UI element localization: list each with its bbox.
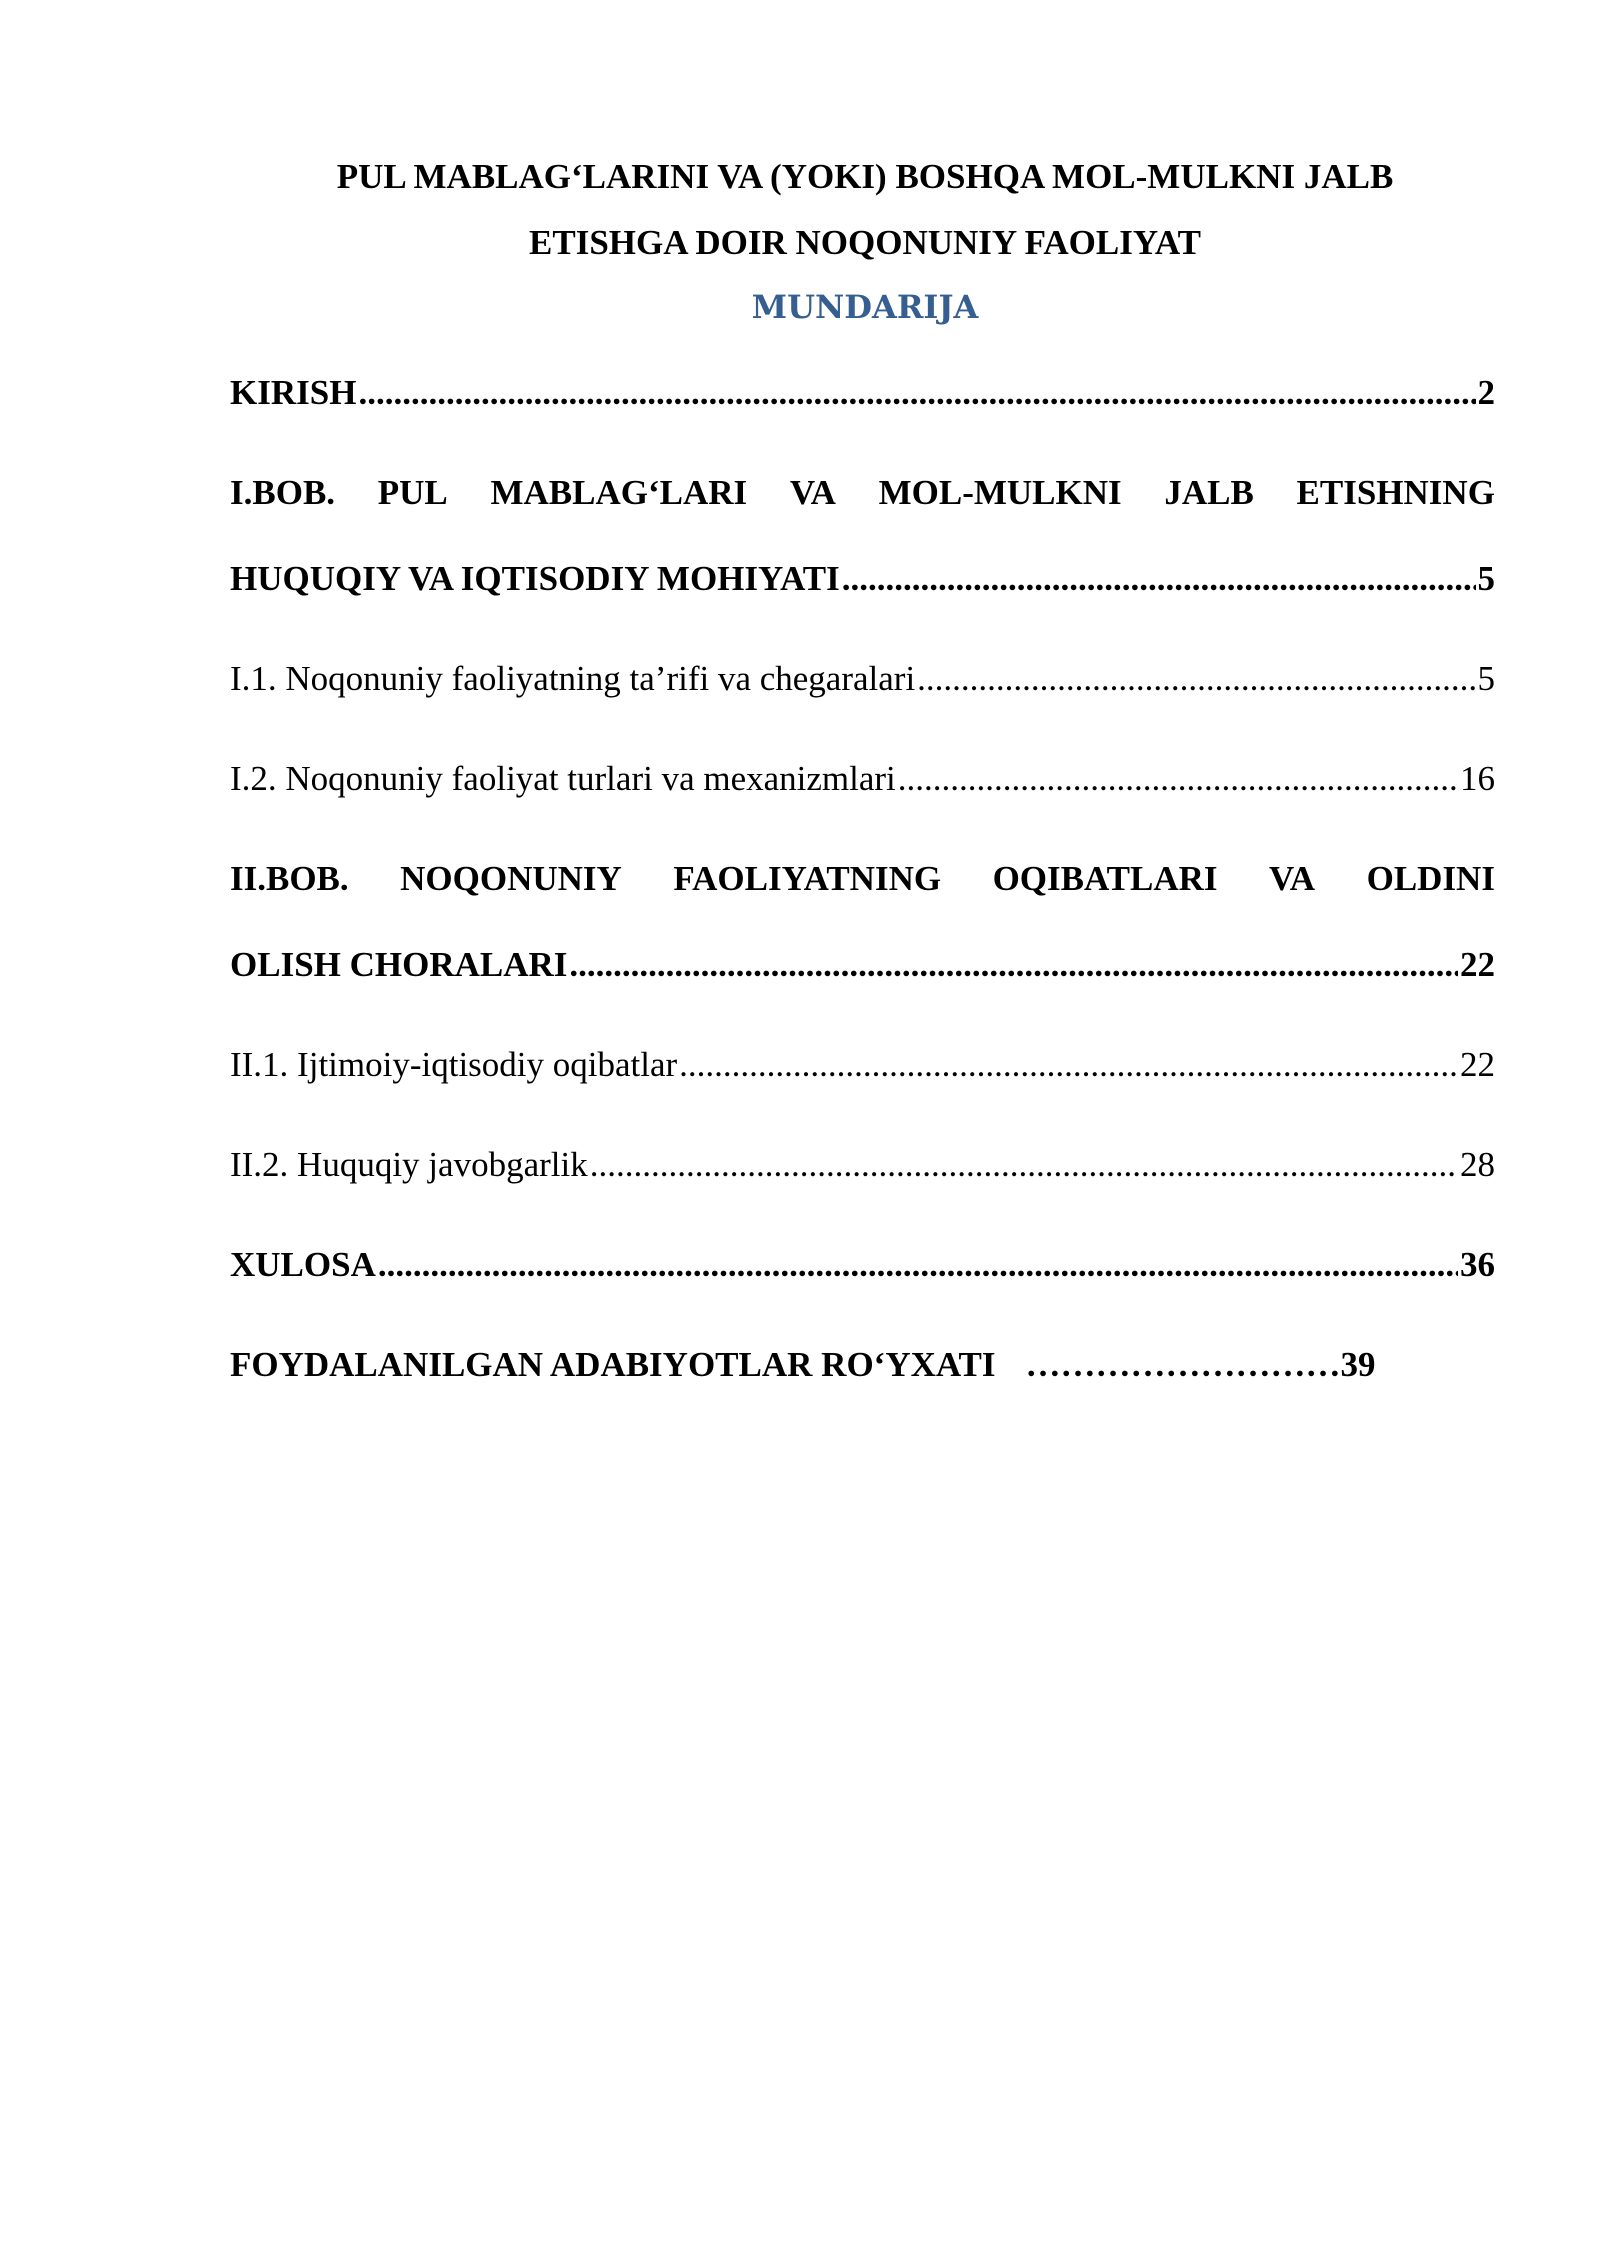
toc-entry-bob2-line2 <box>230 935 1495 995</box>
dot-leader <box>590 1135 1458 1195</box>
toc-entry-bob1-line2 <box>230 549 1495 609</box>
toc-entry-kirish <box>230 363 1495 423</box>
toc-word: FAOLIYATNING <box>673 859 942 898</box>
toc-heading: MUNDARIJA <box>751 288 979 326</box>
toc-word: VA <box>1269 859 1316 898</box>
toc-entry-section-2-2 <box>230 1135 1495 1195</box>
toc-entry-text: II.1. Ijtimoiy-iqtisodiy oqibatlar <box>230 1045 678 1084</box>
toc-page-number: 28 <box>1460 1145 1495 1184</box>
toc-word: II.BOB. <box>230 859 349 898</box>
toc-word: I.BOB. <box>230 473 336 512</box>
document-title-line-1: PUL MABLAG‘LARINI VA (YOKI) BOSHQA MOL-MULKNI JALB <box>336 157 1394 196</box>
toc-page-number: 22 <box>1460 1045 1495 1084</box>
dot-leader <box>917 649 1475 709</box>
toc-word: NOQONUNIY <box>400 859 622 898</box>
toc-word: OLDINI <box>1366 859 1495 898</box>
toc-page-number: 16 <box>1460 759 1495 798</box>
toc-page-number: 36 <box>1460 1245 1495 1284</box>
dot-leader <box>842 549 1476 609</box>
toc-entry-text: KIRISH <box>230 373 357 412</box>
toc-entry-section-1-1 <box>230 649 1495 709</box>
toc-entry-text: II.2. Huquqiy javobgarlik <box>230 1145 588 1184</box>
toc-entry-text: OLISH CHORALARI <box>230 945 568 984</box>
toc-entry-text: I.1. Noqonuniy faoliyatning ta’rifi va chegaralari <box>230 659 916 698</box>
toc-entry-bob1-line1 <box>230 463 1495 523</box>
toc-word: MOL-MULKNI <box>878 473 1122 512</box>
toc-word: PUL <box>377 473 448 512</box>
toc-page-number: 5 <box>1477 559 1495 598</box>
toc-page-number: 39 <box>1340 1345 1376 1384</box>
toc-word: MABLAG‘LARI <box>490 473 748 512</box>
toc-page-number: 5 <box>1477 659 1495 698</box>
dot-leader <box>569 935 1458 995</box>
toc-entry-text: HUQUQIY VA IQTISODIY MOHIYATI <box>230 559 840 598</box>
toc-word: JALB <box>1164 473 1254 512</box>
dot-leader <box>679 1035 1458 1095</box>
dot-leader <box>358 363 1475 423</box>
toc-entry-bob2-line1 <box>230 849 1495 909</box>
dot-leader: ……………………… <box>1025 1345 1341 1384</box>
toc-entry-section-1-2 <box>230 749 1495 809</box>
document-title <box>230 144 1500 276</box>
toc-entry-text: XULOSA <box>230 1245 376 1284</box>
toc-page-number: 22 <box>1460 945 1495 984</box>
toc-entry-text: I.2. Noqonuniy faoliyat turlari va mexanizmlari <box>230 759 896 798</box>
toc-entry-section-2-1 <box>230 1035 1495 1095</box>
toc-word: VA <box>789 473 836 512</box>
toc-entry-text: FOYDALANILGAN ADABIYOTLAR RO‘YXATI <box>230 1345 996 1384</box>
dot-leader <box>378 1235 1458 1295</box>
dot-leader <box>898 749 1458 809</box>
toc-page-number: 2 <box>1477 373 1495 412</box>
toc-entry-xulosa <box>230 1235 1495 1295</box>
document-title-line-2: ETISHGA DOIR NOQONUNIY FAOLIYAT <box>529 223 1201 262</box>
toc-word: ETISHNING <box>1296 473 1495 512</box>
toc-word: OQIBATLARI <box>992 859 1218 898</box>
toc-entry-adabiyotlar <box>230 1335 1475 1395</box>
